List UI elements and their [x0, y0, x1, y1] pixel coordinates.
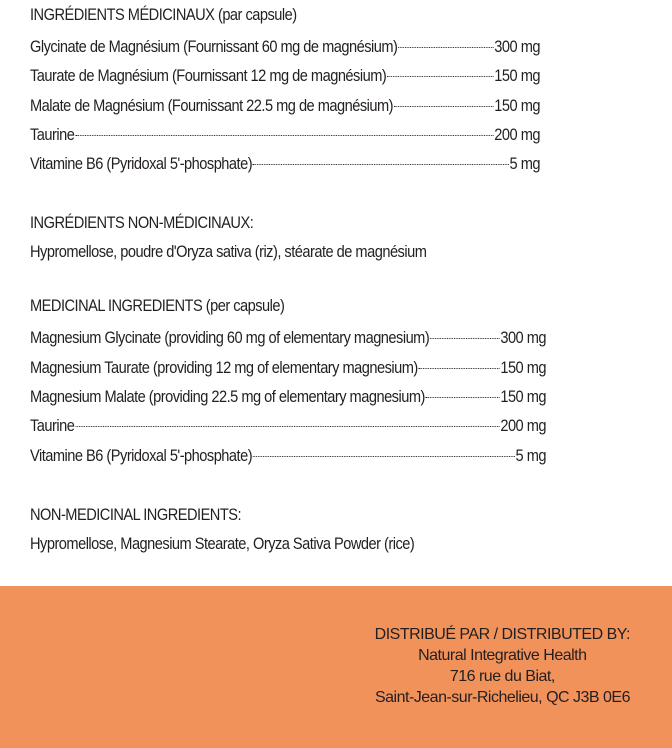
ingredient-row [30, 120, 540, 149]
ingredient-row [30, 441, 546, 470]
english-non-medicinal-list: Hypromellose, Magnesium Stearate, Oryza Sativa Powder (rice) [30, 533, 415, 553]
ingredient-amount: 200 mg [500, 416, 546, 436]
french-medicinal-heading-text: INGRÉDIENTS MÉDICINAUX [30, 5, 215, 24]
english-medicinal-heading [30, 294, 572, 323]
dot-leader [75, 134, 493, 136]
ingredient-name: Magnesium Taurate (providing 12 mg of elementary magnesium) [30, 357, 418, 377]
dot-leader [387, 75, 493, 77]
distributor-footer [0, 586, 672, 748]
ingredient-name: Taurine [30, 124, 75, 144]
french-non-medicinal-list: Hypromellose, poudre d'Oryza sativa (riz), stéarate de magnésium [30, 242, 427, 262]
french-medicinal-note: (par capsule) [217, 5, 297, 24]
ingredient-name: Taurine [30, 416, 75, 436]
ingredient-name: Vitamine B6 (Pyridoxal 5'-phosphate) [30, 445, 253, 465]
dot-leader [419, 367, 500, 369]
ingredient-row [30, 149, 540, 178]
ingredient-row [30, 32, 540, 61]
spacer [30, 470, 572, 500]
ingredient-name: Vitamine B6 (Pyridoxal 5'-phosphate) [30, 154, 253, 174]
ingredient-row [30, 61, 540, 90]
ingredient-amount: 200 mg [494, 124, 540, 144]
dot-leader [253, 455, 515, 457]
english-section [30, 294, 572, 557]
ingredient-row [30, 91, 540, 120]
french-non-medicinal-heading: INGRÉDIENTS NON-MÉDICINAUX: [30, 213, 254, 233]
distributor-heading: DISTRIBUÉ PAR / DISTRIBUTED BY: [374, 626, 630, 643]
dot-leader [75, 425, 499, 427]
dot-leader [398, 46, 493, 48]
distributor-street: 716 rue du Biat, [449, 668, 555, 685]
ingredient-amount: 150 mg [500, 387, 546, 407]
ingredients-content [30, 3, 572, 558]
ingredient-amount: 5 mg [515, 445, 546, 465]
ingredient-row [30, 382, 546, 411]
ingredient-amount: 300 mg [494, 37, 540, 56]
ingredient-amount: 300 mg [500, 328, 546, 348]
distributor-block [375, 624, 630, 708]
distributor-company: Natural Integrative Health [418, 647, 587, 664]
dot-leader [426, 396, 500, 398]
ingredient-name: Magnesium Malate (providing 22.5 mg of elementary magnesium) [30, 387, 425, 407]
dot-leader [430, 337, 499, 339]
dot-leader [253, 163, 509, 165]
spacer [30, 178, 572, 208]
ingredient-amount: 150 mg [500, 357, 546, 377]
ingredient-name: Taurate de Magnésium (Fournissant 12 mg de magnésium) [30, 66, 387, 86]
french-medicinal-heading [30, 3, 572, 32]
french-section [30, 3, 572, 266]
ingredient-amount: 150 mg [494, 66, 540, 86]
spacer [30, 266, 572, 294]
ingredient-name: Glycinate de Magnésium (Fournissant 60 mg de magnésium) [30, 37, 398, 56]
ingredient-row [30, 323, 546, 352]
ingredient-amount: 150 mg [494, 95, 540, 115]
ingredient-row [30, 353, 546, 382]
ingredient-amount: 5 mg [509, 154, 540, 174]
ingredient-name: Malate de Magnésium (Fournissant 22.5 mg de magnésium) [30, 95, 394, 115]
ingredient-name: Magnesium Glycinate (providing 60 mg of elementary magnesium) [30, 328, 430, 348]
distributor-city: Saint-Jean-sur-Richelieu, QC J3B 0E6 [374, 689, 630, 706]
english-non-medicinal-heading: NON-MEDICINAL INGREDIENTS: [30, 504, 242, 524]
dot-leader [394, 105, 494, 107]
english-medicinal-note: (per capsule) [205, 296, 285, 316]
english-medicinal-heading-text: MEDICINAL INGREDIENTS [30, 296, 203, 316]
ingredient-row [30, 411, 546, 440]
